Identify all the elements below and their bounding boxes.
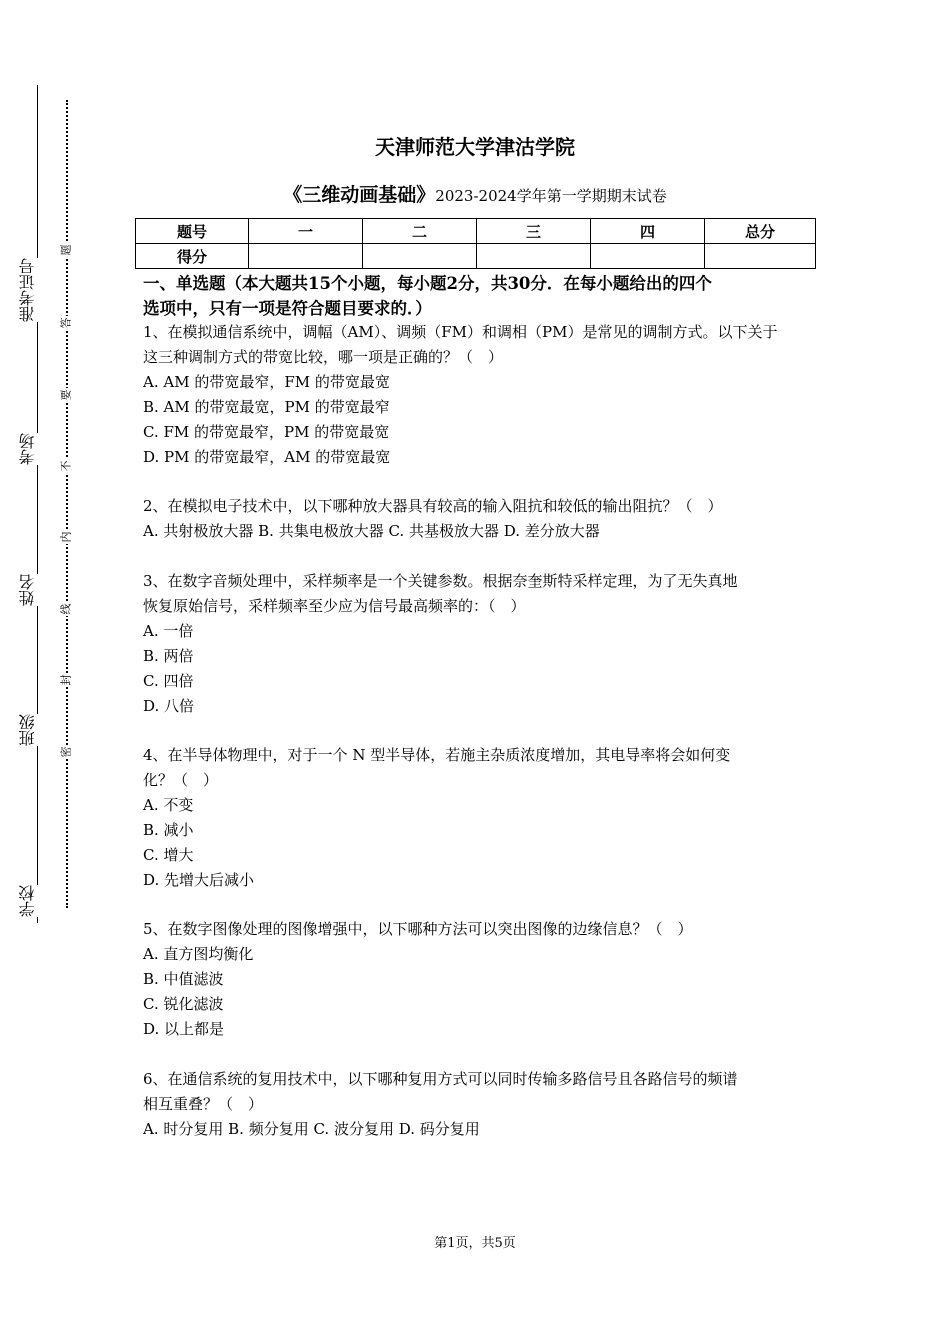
section-line: 一、单选题（本大题共15个小题，每小题2分，共30分．在每小题给出的四个 [143, 274, 712, 293]
score-cell: 得分 [136, 244, 249, 269]
question-text: 4、在半导体物理中，对于一个 N 型半导体，若施主杂质浓度增加，其电导率将会如何变 [143, 746, 731, 764]
option: C. 增大 [143, 846, 194, 864]
score-cell: 一 [249, 219, 363, 244]
exam-subtitle [0, 180, 950, 207]
option: B. 中值滤波 [143, 970, 224, 988]
option: D. 八倍 [143, 697, 195, 715]
score-value-row [136, 244, 816, 269]
question-text: 5、在数字图像处理的图像增强中，以下哪种方法可以突出图像的边缘信息？（ ） [143, 920, 693, 938]
option: C. 四倍 [143, 672, 194, 690]
label-school [18, 885, 38, 917]
option: A. 直方图均衡化 [143, 945, 254, 963]
label-text: 准考证号 [18, 258, 37, 322]
option: D. PM 的带宽最窄，AM 的带宽最宽 [143, 448, 391, 466]
option: C. FM 的带宽最窄，PM 的带宽最宽 [143, 423, 390, 441]
course-name: 《三维动画基础》 [283, 184, 436, 206]
score-cell: 三 [477, 219, 591, 244]
seal-char: 内 [59, 531, 72, 543]
question-text: 这三种调制方式的带宽比较，哪一项是正确的？（ ） [143, 348, 504, 366]
seal-char: 答 [59, 317, 72, 329]
question-2 [143, 494, 813, 544]
question-text: 6、在通信系统的复用技术中，以下哪种复用方式可以同时传输多路信号且各路信号的频谱 [143, 1070, 738, 1088]
page-number: 第1页，共5页 [434, 1236, 516, 1251]
question-5 [143, 917, 813, 1042]
option: B. 减小 [143, 821, 194, 839]
seal-char: 题 [59, 244, 72, 256]
option: C. 锐化滤波 [143, 995, 224, 1013]
score-cell: 四 [591, 219, 705, 244]
option: B. AM 的带宽最宽，PM 的带宽最窄 [143, 398, 390, 416]
option: D. 先增大后减小 [143, 871, 255, 889]
seal-char: 线 [59, 603, 72, 615]
score-cell: 题号 [136, 219, 249, 244]
section-heading [143, 271, 813, 321]
score-input-cell [591, 244, 705, 269]
label-class [18, 714, 38, 746]
question-1 [143, 320, 813, 470]
question-4 [143, 743, 813, 893]
question-6 [143, 1067, 813, 1142]
seal-char: 要 [59, 389, 72, 401]
seal-char: 不 [59, 460, 72, 472]
label-text: 班级 [18, 714, 37, 746]
label-text: 考场 [18, 433, 37, 465]
binding-line [37, 85, 38, 923]
question-text: 相互重叠？（ ） [143, 1095, 264, 1113]
option: B. 两倍 [143, 647, 194, 665]
label-admission-number [18, 258, 38, 322]
score-table [135, 218, 816, 269]
seal-char: 封 [59, 674, 72, 686]
score-input-cell [363, 244, 477, 269]
option: A. 不变 [143, 796, 194, 814]
label-exam-room [18, 433, 38, 465]
option: D. 以上都是 [143, 1020, 225, 1038]
question-3 [143, 569, 813, 719]
seal-char: 密 [59, 746, 72, 758]
option: A. 一倍 [143, 622, 194, 640]
question-text: 1、在模拟通信系统中，调幅（AM）、调频（FM）和调相（PM）是常见的调制方式。以下关于 [143, 323, 778, 341]
exam-term: 2023-2024学年第一学期期末试卷 [435, 187, 667, 205]
option: A. AM 的带宽最窄，FM 的带宽最宽 [143, 373, 390, 391]
school-title: 天津师范大学津沽学院 [375, 135, 575, 159]
option: A. 时分复用 B. 频分复用 C. 波分复用 D. 码分复用 [143, 1120, 480, 1138]
score-cell: 总分 [705, 219, 816, 244]
score-header-row [136, 219, 816, 244]
label-text: 姓名 [18, 574, 37, 606]
score-input-cell [477, 244, 591, 269]
option: A. 共射极放大器 B. 共集电极放大器 C. 共基极放大器 D. 差分放大器 [143, 522, 600, 540]
score-input-cell [249, 244, 363, 269]
question-text: 恢复原始信号，采样频率至少应为信号最高频率的：（ ） [143, 597, 526, 615]
question-text: 3、在数字音频处理中，采样频率是一个关键参数。根据奈奎斯特采样定理，为了无失真地 [143, 572, 738, 590]
question-text: 2、在模拟电子技术中，以下哪种放大器具有较高的输入阻抗和较低的输出阻抗？（ ） [143, 497, 723, 515]
question-text: 化？（ ） [143, 771, 219, 789]
score-input-cell [705, 244, 816, 269]
label-name [18, 574, 38, 606]
label-text: 学校 [18, 885, 37, 917]
seal-dotted-line [66, 100, 68, 908]
section-line: 选项中，只有一项是符合题目要求的．） [143, 299, 432, 318]
score-cell: 二 [363, 219, 477, 244]
